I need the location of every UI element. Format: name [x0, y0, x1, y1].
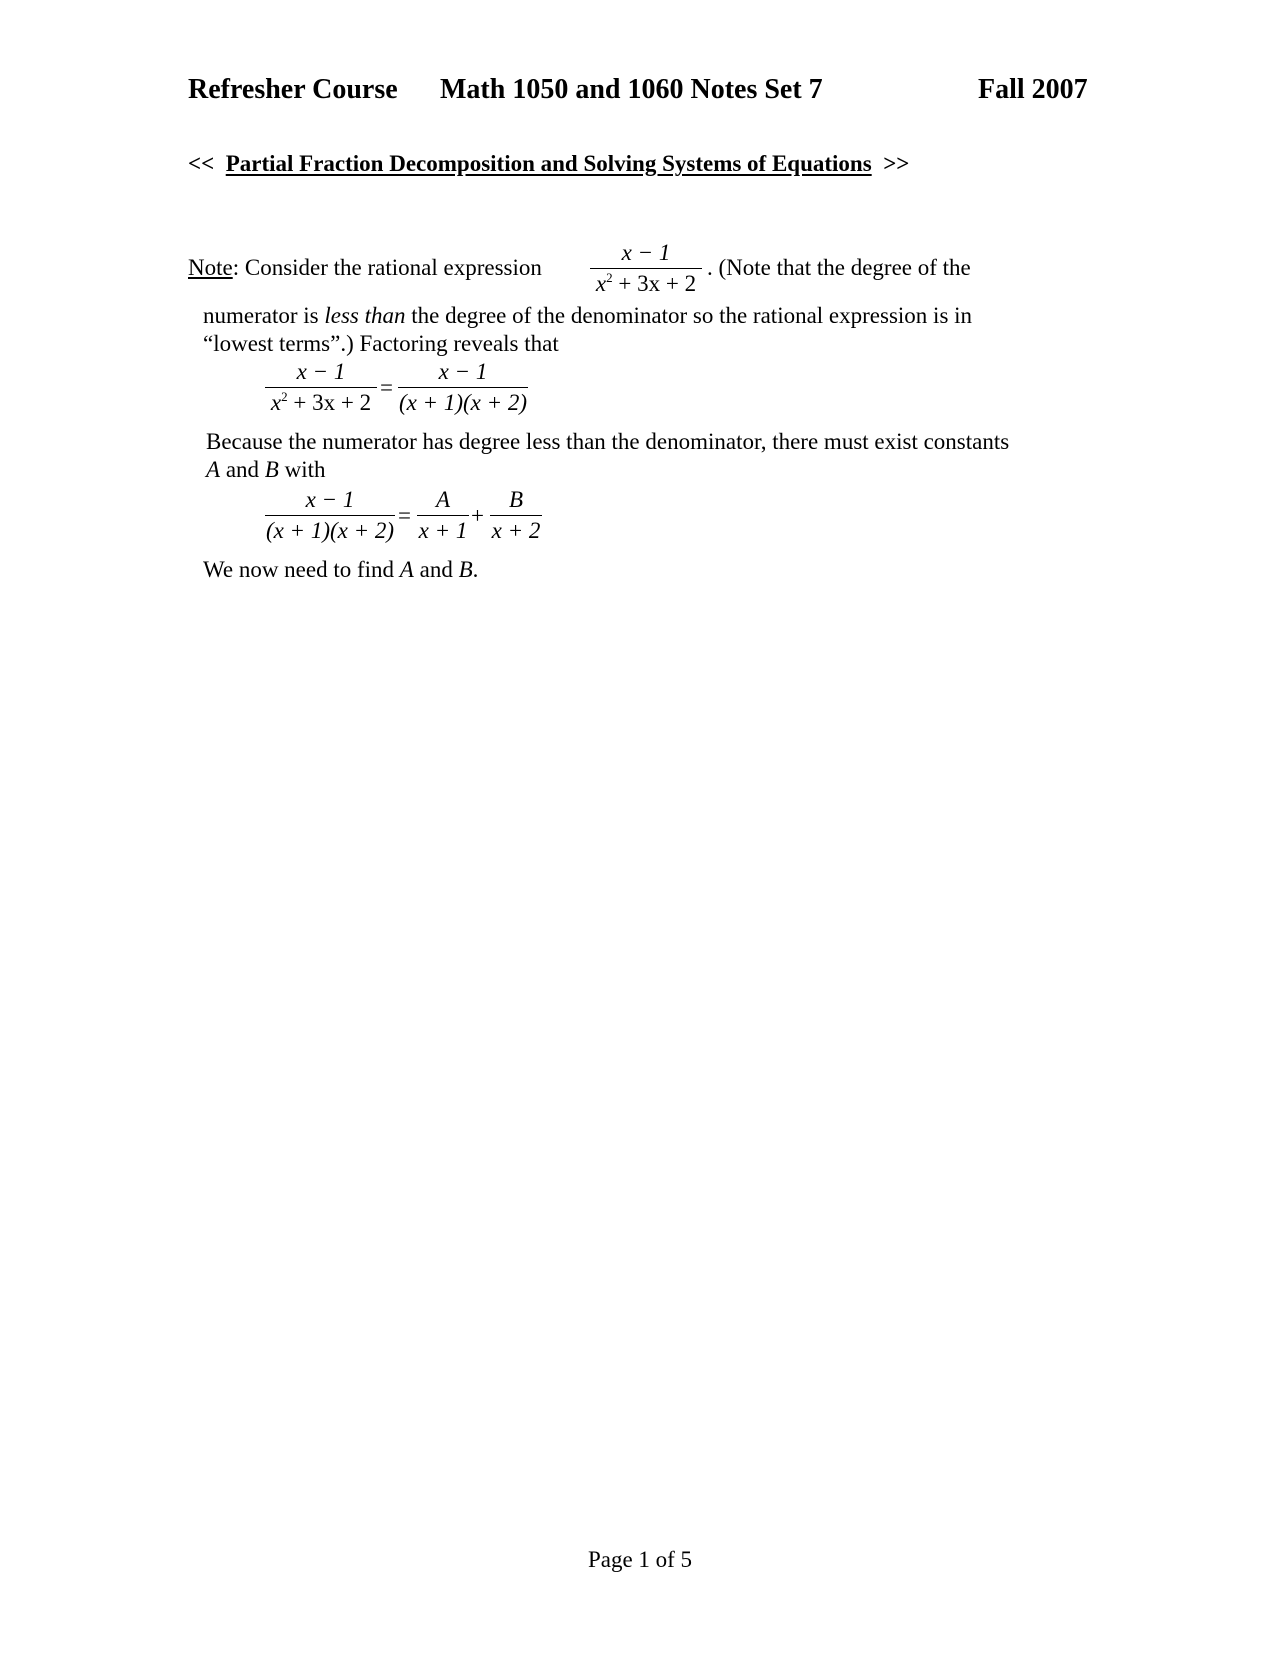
eq2-plus: + [471, 503, 484, 528]
header-term: Fall 2007 [978, 74, 1088, 105]
eq2-equals: = [398, 503, 411, 528]
title-text: Partial Fraction Decomposition and Solving Systems of Equations [225, 151, 872, 176]
emphasis-less-than: less than [324, 303, 406, 328]
note-line-5: A and B with [206, 457, 326, 482]
expression-denominator: $x^2 + 3x + 2$ [590, 268, 702, 297]
section-title [188, 151, 909, 177]
header-course: Refresher Course [188, 74, 398, 105]
eq1-rhs-fraction: $\frac{x - 1}{(x + 1)(x + 2)}$ [398, 359, 528, 415]
eq2-a-fraction: $\frac{A}{x + 1}$ [418, 487, 468, 543]
note-line-2: numerator is less than the degree of the denominator so the rational expression is in [203, 303, 973, 328]
note-line-6: We now need to find A and B. [203, 557, 479, 582]
note-line-3: “lowest terms”.) Factoring reveals that [203, 331, 559, 356]
eq1-equals: = [380, 375, 393, 400]
expression-fraction [590, 240, 702, 297]
note-intro: : Consider the rational expression [232, 255, 542, 280]
note-line-4: Because the numerator has degree less than the denominator, there must exist constants [206, 429, 1010, 454]
eq1-lhs-fraction: $\frac{x - 1}{x^2 + 3x + 2}$ [265, 359, 377, 416]
header-notes-title: Math 1050 and 1060 Notes Set 7 [440, 74, 823, 105]
page-number: Page 1 of 5 [587, 1547, 693, 1572]
title-open: << [188, 151, 215, 176]
note-label: Note [188, 255, 233, 280]
expression-numerator: x − 1 [621, 240, 671, 265]
note-line-1 [188, 255, 542, 281]
note-after-expression: . (Note that the degree of the [707, 255, 971, 280]
eq2-b-fraction: $\frac{B}{x + 2}$ [491, 487, 541, 543]
title-close: >> [883, 151, 910, 176]
eq2-lhs-fraction: $\frac{x - 1}{(x + 1)(x + 2)}$ [265, 487, 395, 543]
